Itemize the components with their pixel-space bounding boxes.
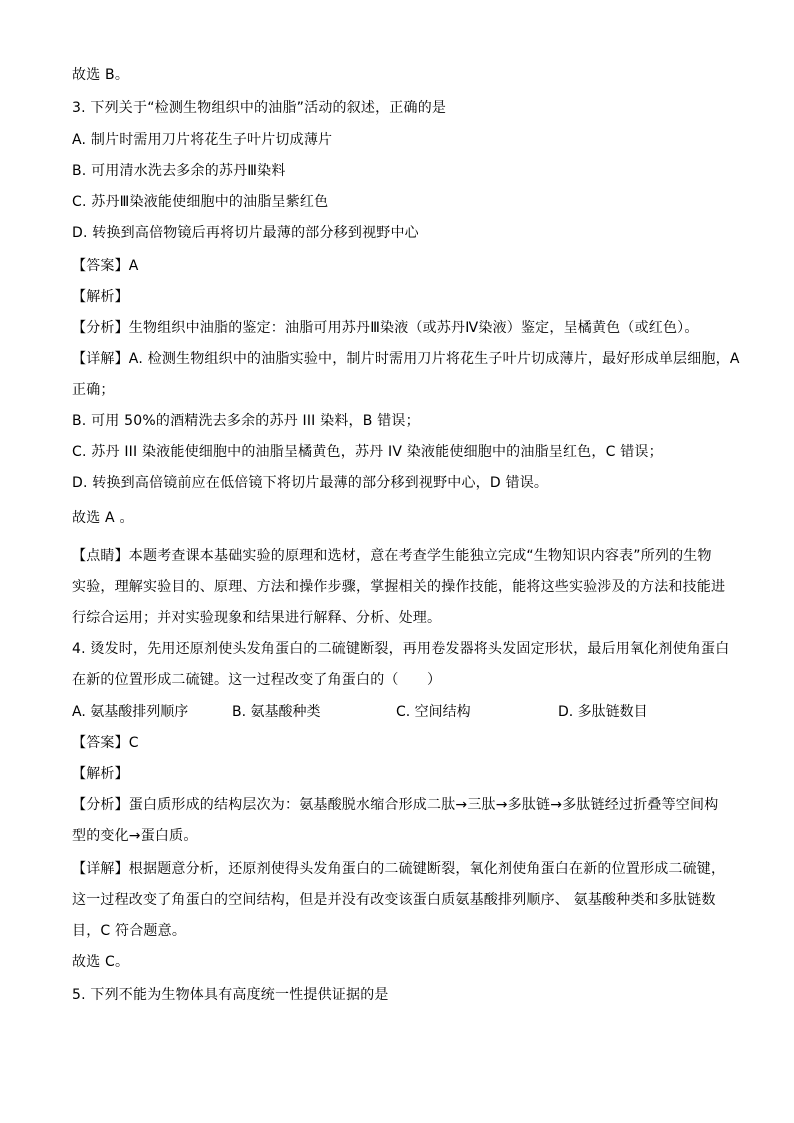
option-a: A. 制片时需用刀片将花生子叶片切成薄片 [72, 132, 333, 148]
q4-option-b: B. 氨基酸种类 [232, 704, 321, 720]
comment-text: 行综合运用；并对实验现象和结果进行解释、分析、处理。 [72, 610, 442, 626]
question-3-stem: 3. 下列关于“检测生物组织中的油脂”活动的叙述，正确的是 [72, 100, 447, 116]
option-b: B. 可用清水洗去多余的苏丹Ⅲ染料 [72, 163, 286, 179]
comment-text: 实验，理解实验目的、原理、方法和操作步骤，掌握相关的操作技能，能将这些实验涉及的方法和技能进 [72, 579, 726, 595]
analysis-text: 型的变化→蛋白质。 [72, 828, 198, 844]
text-line: 故选 B。 [72, 67, 130, 83]
q4-option-d: D. 多肽链数目 [558, 704, 648, 720]
detail-text: 【详解】A. 检测生物组织中的油脂实验中，制片时需用刀片将花生子叶片切成薄片，最好形成单层细胞，A [72, 351, 740, 367]
detail-text: 正确； [72, 382, 115, 398]
detail-text: D. 转换到高倍镜前应在低倍镜下将切片最薄的部分移到视野中心，D 错误。 [72, 475, 549, 491]
question-5-stem: 5. 下列不能为生物体具有高度统一性提供证据的是 [72, 987, 389, 1003]
answer-label: 【答案】C [72, 735, 139, 751]
option-c: C. 苏丹Ⅲ染液能使细胞中的油脂呈紫红色 [72, 194, 329, 210]
q4-option-c: C. 空间结构 [396, 704, 471, 720]
question-4-stem: 4. 烫发时，先用还原剂使头发角蛋白的二硫键断裂，再用卷发器将头发固定形状，最后用氧化剂使角蛋白 [72, 641, 730, 657]
answer-label: 【答案】A [72, 258, 139, 274]
analysis-text: 【分析】生物组织中油脂的鉴定：油脂可用苏丹Ⅲ染液（或苏丹Ⅳ染液）鉴定，呈橘黄色（或红色）。 [72, 320, 699, 336]
analysis-label: 【解析】 [72, 766, 129, 782]
analysis-label: 【解析】 [72, 289, 129, 305]
question-4-stem: 在新的位置形成二硫键。这一过程改变了角蛋白的（ ） [72, 672, 442, 688]
detail-text: B. 可用 50%的酒精洗去多余的苏丹 III 染料，B 错误； [72, 413, 420, 429]
text-line: 故选 A 。 [72, 510, 134, 526]
q4-option-a: A. 氨基酸排列顺序 [72, 704, 189, 720]
detail-text: 目，C 符合题意。 [72, 923, 187, 939]
analysis-text: 【分析】蛋白质形成的结构层次为：氨基酸脱水缩合形成二肽→三肽→多肽链→多肽链经过折叠等空间构 [72, 797, 719, 813]
comment-text: 【点睛】本题考查课本基础实验的原理和选材，意在考查学生能独立完成“生物知识内容表”所列的生物 [72, 548, 712, 564]
detail-text: 【详解】根据题意分析，还原剂使得头发角蛋白的二硫键断裂，氧化剂使角蛋白在新的位置形成二硫键， [72, 861, 726, 877]
detail-text: 这一过程改变了角蛋白的空间结构，但是并没有改变该蛋白质氨基酸排列顺序、 氨基酸种类和多肽链数 [72, 892, 716, 908]
detail-text: C. 苏丹 III 染液能使细胞中的油脂呈橘黄色，苏丹 IV 染液能使细胞中的油脂呈红色，C 错误； [72, 444, 663, 460]
option-d: D. 转换到高倍物镜后再将切片最薄的部分移到视野中心 [72, 225, 419, 241]
text-line: 故选 C。 [72, 954, 130, 970]
